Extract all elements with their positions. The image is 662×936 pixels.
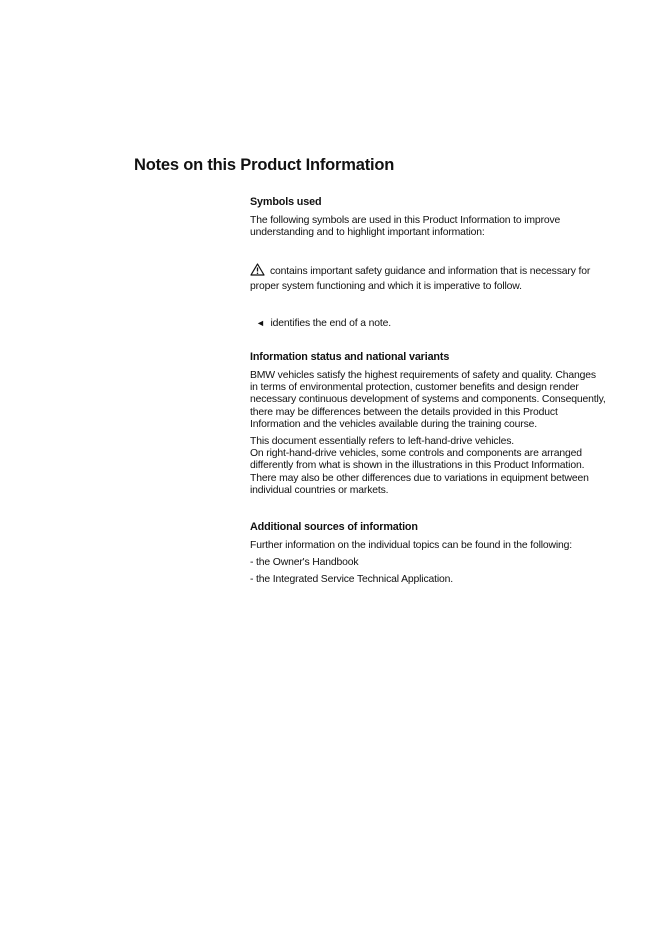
- symbols-heading: Symbols used: [250, 196, 322, 208]
- left-triangle-icon: ◄: [256, 317, 265, 328]
- warning-symbol-text: contains important safety guidance and information that is necessary for proper system functioning and which it is imperative to follow.: [250, 266, 591, 292]
- status-paragraph-2-line-2: On right-hand-drive vehicles, some controls and components are arranged differently from what is shown in the illustrations in this Product Information. There may also be other differences due to variations in equipment between individual countries or markets.: [250, 448, 589, 496]
- warning-symbol-note: [250, 263, 606, 292]
- end-of-note-symbol: [250, 317, 606, 330]
- end-of-note-text: identifies the end of a note.: [270, 317, 391, 329]
- page-title: Notes on this Product Information: [134, 156, 395, 174]
- list-item: - the Integrated Service Technical Application.: [250, 574, 454, 586]
- sources-heading: Additional sources of information: [250, 521, 418, 534]
- sources-intro: Further information on the individual topics can be found in the following:: [250, 540, 573, 552]
- status-paragraph-2-line-1: This document essentially refers to left-hand-drive vehicles.: [250, 436, 515, 448]
- status-paragraph-1: BMW vehicles satisfy the highest requirements of safety and quality. Changes in terms of environmental protection, customer benefits and design render necessary continuous development of systems and components. Consequently, there may be differences between the details provided in this Product Information and the vehicles available during the training course.: [250, 370, 606, 430]
- symbols-intro: The following symbols are used in this Product Information to improve understanding and to highlight important information:: [250, 215, 561, 239]
- content-column: [250, 196, 606, 587]
- warning-triangle-icon: [250, 263, 265, 280]
- list-item: - the Owner's Handbook: [250, 557, 359, 569]
- status-heading: Information status and national variants: [250, 351, 450, 364]
